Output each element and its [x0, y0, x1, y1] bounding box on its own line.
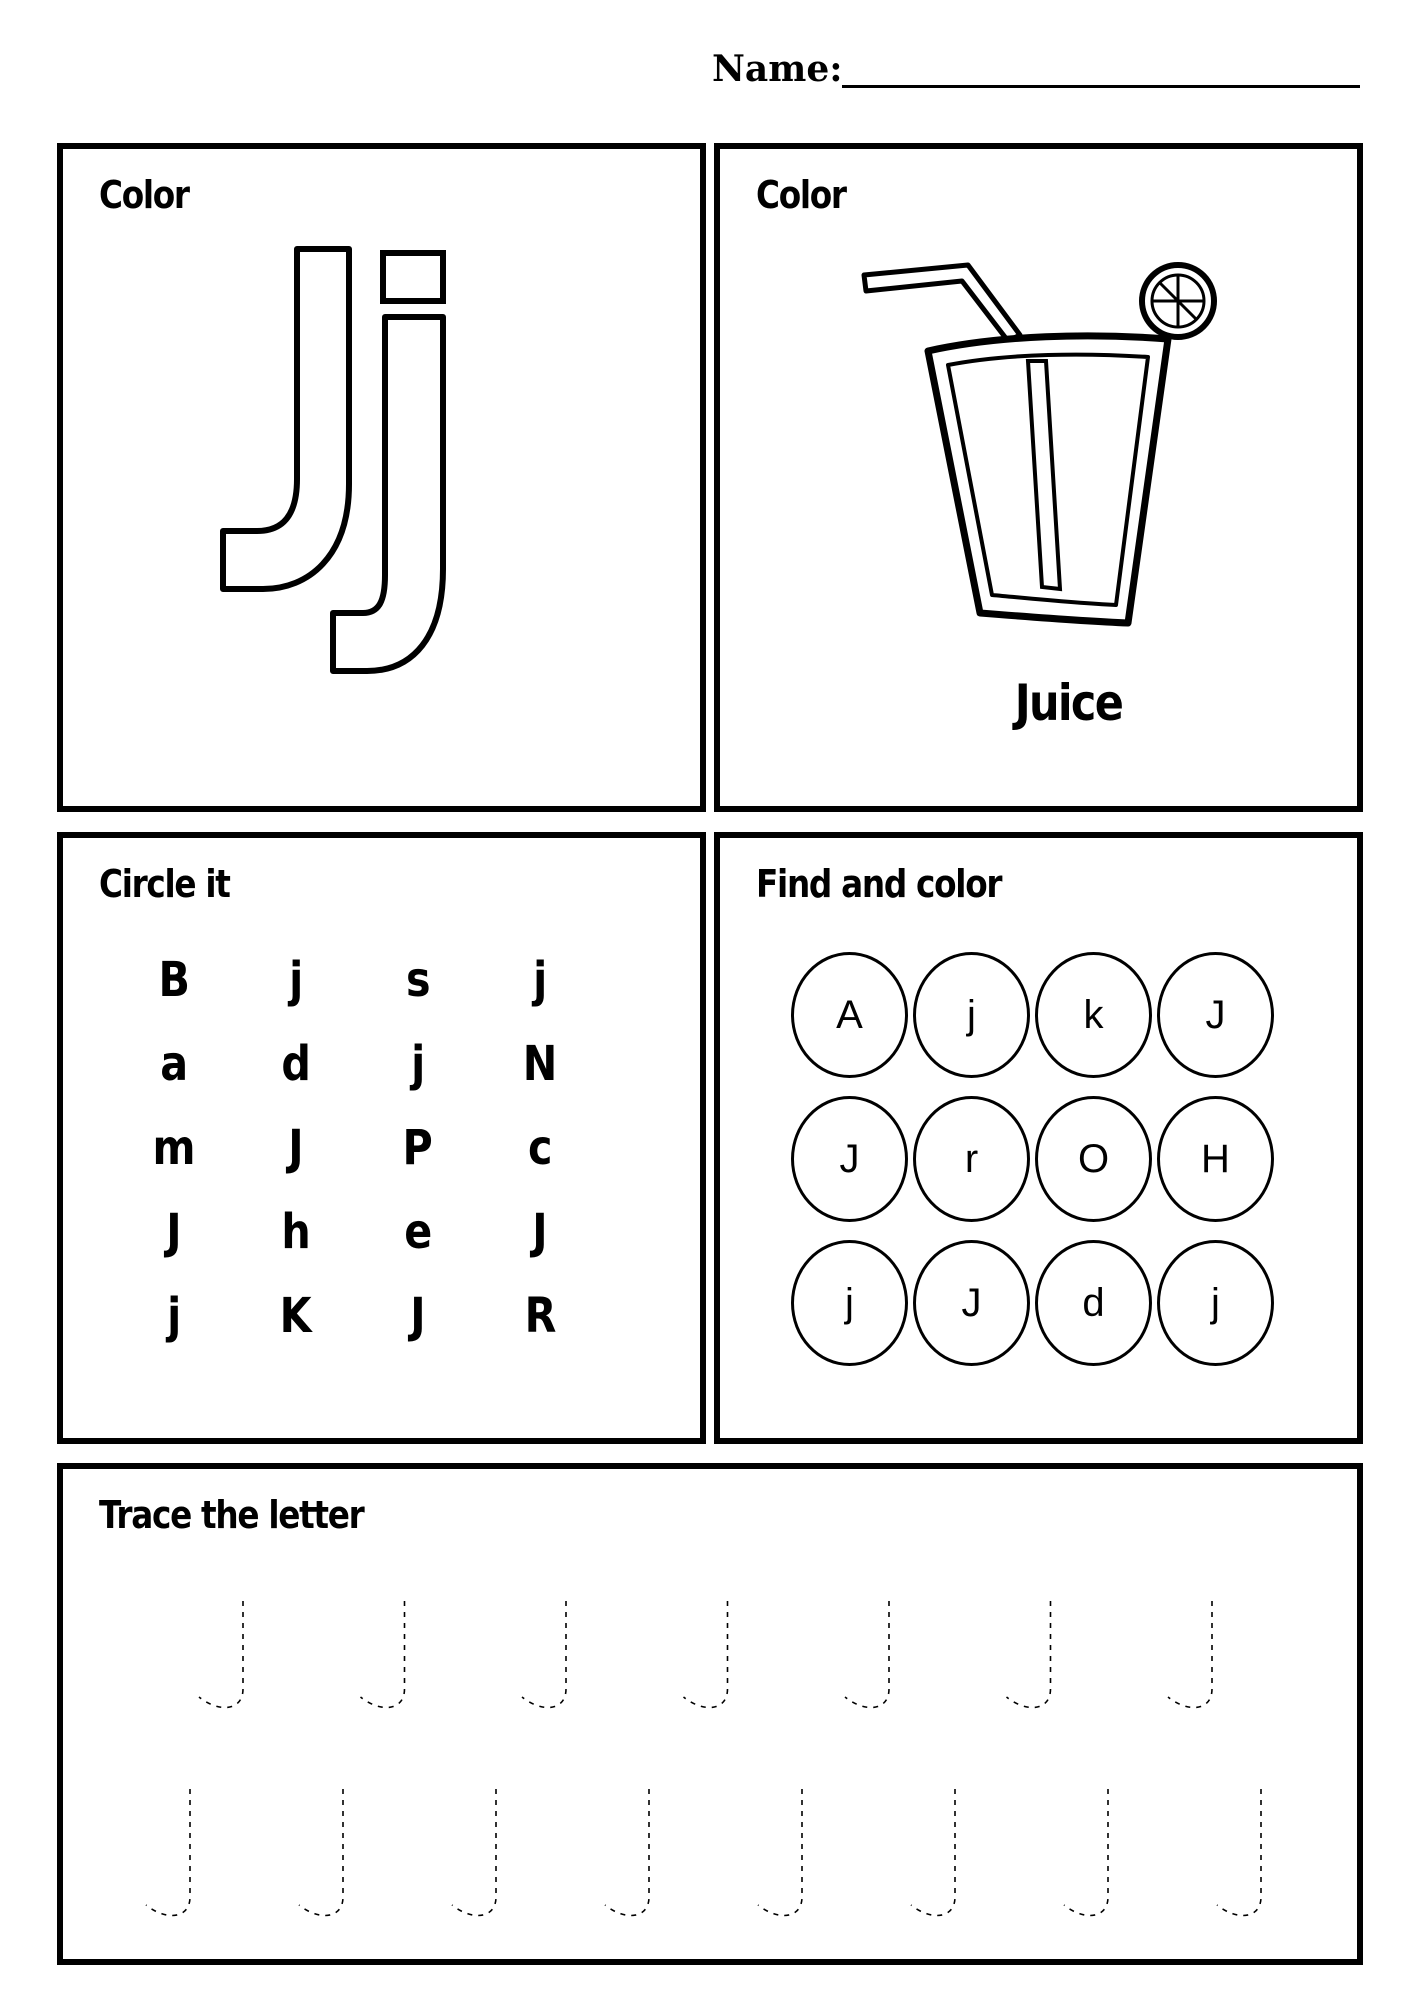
trace-letter-J-guide[interactable] — [452, 1789, 496, 1915]
circle-letter[interactable]: j — [532, 952, 548, 1008]
circle-letter[interactable]: e — [403, 1204, 433, 1260]
letter-bubble[interactable]: j — [1157, 1240, 1274, 1366]
trace-letter-j-guide[interactable] — [845, 1601, 889, 1707]
circle-letter[interactable]: J — [532, 1204, 548, 1260]
circle-letter[interactable]: s — [405, 952, 431, 1008]
panel-title: Circle it — [99, 862, 230, 906]
bubble-letter-grid — [791, 952, 1281, 1384]
circle-letter-grid — [113, 938, 593, 1358]
circle-letter[interactable]: J — [410, 1288, 426, 1344]
circle-letter[interactable]: K — [279, 1288, 312, 1344]
name-field[interactable] — [712, 44, 1360, 94]
trace-letter-J-guide[interactable] — [758, 1789, 802, 1915]
juice-glass-icon[interactable] — [860, 249, 1240, 649]
circle-letter[interactable]: h — [281, 1204, 311, 1260]
letter-bubble[interactable]: k — [1035, 952, 1152, 1078]
circle-letter[interactable]: R — [524, 1288, 556, 1344]
circle-letter[interactable]: P — [402, 1120, 434, 1176]
trace-letter-j-guide[interactable] — [199, 1601, 243, 1707]
outline-uppercase-j — [223, 249, 349, 589]
outline-letters-jj[interactable] — [213, 239, 533, 759]
circle-letter[interactable]: j — [166, 1288, 182, 1344]
name-label: Name: — [712, 48, 843, 90]
circle-letter[interactable]: m — [152, 1120, 196, 1176]
trace-letter-j-guide[interactable] — [1007, 1601, 1051, 1707]
letter-bubble[interactable]: r — [913, 1096, 1030, 1222]
trace-letter-j-guide[interactable] — [684, 1601, 728, 1707]
outline-lowercase-j-dot — [383, 253, 443, 301]
circle-letter[interactable]: j — [410, 1036, 426, 1092]
letter-bubble[interactable]: A — [791, 952, 908, 1078]
trace-letter-J-guide[interactable] — [146, 1789, 190, 1915]
letter-bubble[interactable]: d — [1035, 1240, 1152, 1366]
trace-letter-panel — [57, 1463, 1363, 1965]
panel-title: Color — [756, 173, 846, 217]
trace-letter-J-guide[interactable] — [1217, 1789, 1261, 1915]
circle-letter[interactable]: j — [288, 952, 304, 1008]
trace-area[interactable] — [63, 1469, 1357, 1959]
color-letter-panel — [57, 143, 706, 812]
panel-title: Find and color — [756, 862, 1002, 906]
letter-bubble[interactable]: j — [913, 952, 1030, 1078]
letter-bubble[interactable]: O — [1035, 1096, 1152, 1222]
trace-letter-J-guide[interactable] — [299, 1789, 343, 1915]
trace-letter-j-guide[interactable] — [522, 1601, 566, 1707]
trace-letter-j-guide[interactable] — [1168, 1601, 1212, 1707]
circle-letter[interactable]: a — [160, 1036, 188, 1092]
trace-letter-J-guide[interactable] — [911, 1789, 955, 1915]
circle-letter[interactable]: J — [166, 1204, 182, 1260]
find-and-color-panel — [714, 832, 1363, 1444]
color-picture-panel — [714, 143, 1363, 812]
circle-letter[interactable]: c — [527, 1120, 553, 1176]
panel-title: Trace the letter — [99, 1493, 364, 1537]
circle-it-panel — [57, 832, 706, 1444]
circle-letter[interactable]: N — [522, 1036, 558, 1092]
letter-bubble[interactable]: j — [791, 1240, 908, 1366]
name-line[interactable] — [842, 85, 1360, 88]
trace-letter-J-guide[interactable] — [605, 1789, 649, 1915]
trace-letter-j-guide[interactable] — [361, 1601, 405, 1707]
trace-letter-J-guide[interactable] — [1064, 1789, 1108, 1915]
picture-word: Juice — [1014, 674, 1123, 732]
letter-bubble[interactable]: J — [913, 1240, 1030, 1366]
circle-letter[interactable]: B — [158, 952, 190, 1008]
circle-letter[interactable]: d — [281, 1036, 311, 1092]
letter-bubble[interactable]: J — [1157, 952, 1274, 1078]
letter-bubble[interactable]: J — [791, 1096, 908, 1222]
letter-bubble[interactable]: H — [1157, 1096, 1274, 1222]
circle-letter[interactable]: J — [288, 1120, 304, 1176]
panel-title: Color — [99, 173, 189, 217]
